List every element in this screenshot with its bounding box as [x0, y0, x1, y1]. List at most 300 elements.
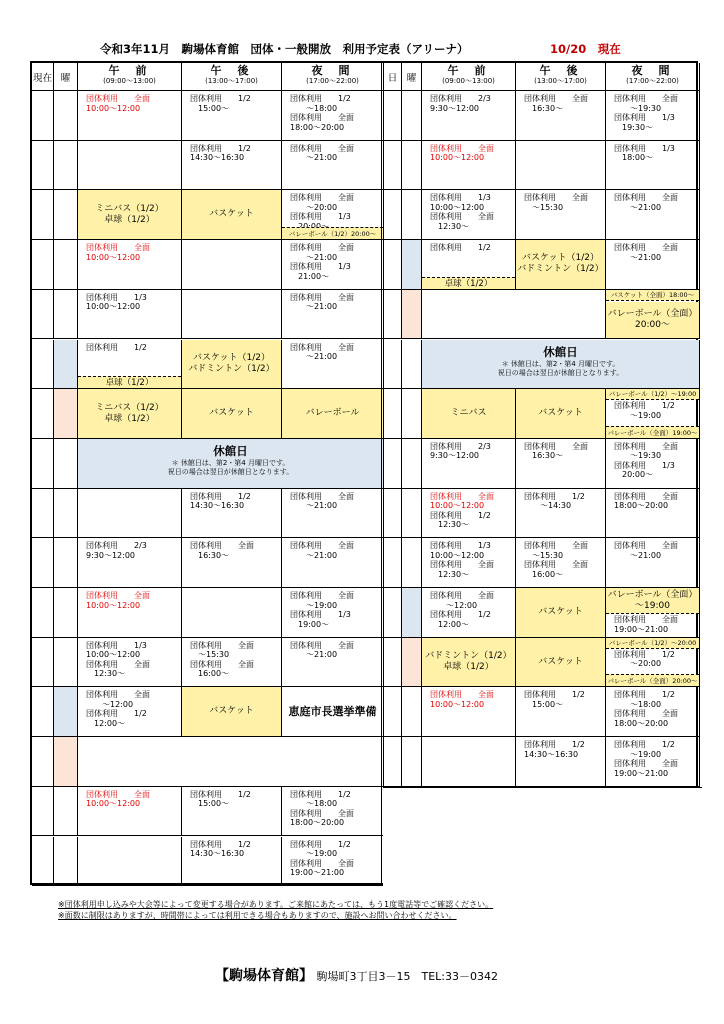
slot-line: 団体利用 全面	[190, 640, 254, 650]
slot-line: 団体利用 1/3	[614, 113, 675, 122]
slot-line: 団体利用 全面	[614, 94, 678, 103]
slot-morning	[78, 91, 182, 141]
slot-fill-text: バスケット	[538, 606, 583, 617]
slot-line: 10:00～12:00	[86, 302, 141, 312]
slot-line: 団体利用 全面	[290, 858, 354, 868]
slot-line: 団体利用 1/2	[430, 610, 491, 619]
day-number	[32, 737, 54, 787]
slot-morning	[422, 538, 516, 588]
slot-afternoon	[516, 439, 606, 489]
weekday	[402, 737, 422, 787]
slot-line: 団体利用 1/3	[290, 262, 351, 272]
slot-evening	[282, 787, 384, 837]
closed-note: ＊ 休館日は、第2・第4 月曜日です。 祝日の場合は翌日が休館日となります。	[497, 359, 624, 377]
weekday	[54, 737, 78, 787]
slot-line: ～19:00	[614, 410, 662, 420]
slot-afternoon	[516, 141, 606, 191]
weekday	[402, 687, 422, 737]
slot-fill-text: バレーボール（全面） 20:00～	[606, 302, 699, 339]
slot-morning	[422, 190, 516, 240]
day-number	[32, 389, 54, 439]
slot-morning	[78, 340, 182, 390]
slot-evening	[282, 340, 384, 390]
day-number	[32, 141, 54, 191]
day-number	[32, 91, 54, 141]
note-1: ※団体利用申し込みや大会等によって変更する場合があります。ご来館にあたっては、もう1度電話等でご確認ください。	[58, 900, 494, 909]
weekday	[54, 687, 78, 737]
weekday	[402, 190, 422, 240]
slot-morning	[422, 389, 516, 439]
closed-title: 休館日	[543, 344, 578, 359]
day-number	[32, 439, 54, 489]
header-ev-r	[606, 63, 700, 91]
slot-evening	[606, 290, 700, 340]
slot-line: 団体利用 1/2	[524, 690, 585, 700]
slot-fill-text: バスケット	[209, 706, 254, 717]
weekday	[54, 340, 78, 390]
weekday	[54, 638, 78, 688]
slot-line: 団体利用 全面	[430, 560, 494, 570]
slot-line: 19:00～	[290, 619, 330, 629]
header-col_wd-l	[54, 63, 78, 91]
slot-line: 12:30～	[430, 569, 470, 579]
slot-line: 団体利用 全面	[430, 212, 494, 222]
slot-line: ～21:00	[290, 153, 338, 163]
slot-evening	[606, 91, 700, 141]
day-number	[32, 290, 54, 340]
slot-morning	[78, 538, 182, 588]
schedule-table	[30, 61, 698, 885]
slot-fill-text: バレーボール（全面） ～19:00	[606, 588, 699, 614]
day-number	[32, 787, 54, 837]
slot-bottom-band: 卓球（1/2）	[78, 376, 181, 388]
slot-line: 12:30～	[430, 520, 470, 530]
slot-line: 団体利用 全面	[524, 560, 588, 570]
slot-line: ～20:00	[614, 659, 662, 669]
slot-morning	[422, 240, 516, 290]
slot-line: 15:00～	[190, 103, 230, 113]
day-number	[384, 141, 402, 191]
slot-bottom-band: 卓球（1/2）	[422, 277, 515, 289]
slot-line: 団体利用 1/2	[190, 143, 251, 153]
slot-afternoon	[182, 687, 282, 737]
day-number	[384, 240, 402, 290]
slot-line: 10:00～12:00	[86, 650, 141, 660]
header-am-l	[78, 63, 182, 91]
header-pm-r	[516, 63, 606, 91]
slot-line: ～19:00	[290, 600, 338, 610]
merged-event	[422, 290, 606, 340]
table-divider	[381, 63, 384, 883]
header-time: (13:00～17:00)	[534, 77, 587, 85]
slot-line: 団体利用 全面	[290, 491, 354, 501]
day-number	[32, 687, 54, 737]
slot-line: 10:00～12:00	[430, 202, 485, 212]
header-label: 夜間	[311, 64, 366, 77]
weekday	[402, 240, 422, 290]
slot-afternoon	[516, 737, 606, 787]
slot-afternoon	[182, 638, 282, 688]
header-label: 曜	[60, 72, 71, 84]
weekday	[402, 588, 422, 638]
day-number	[384, 687, 402, 737]
slot-fill-text: バスケット	[209, 408, 254, 419]
page-title: 令和3年11月 駒場体育館 団体・一般開放 利用予定表（アリーナ）	[100, 42, 469, 56]
slot-line: 14:30～16:30	[190, 501, 245, 511]
closed-day	[422, 340, 700, 390]
slot-line: 団体利用 2/3	[430, 94, 491, 103]
slot-evening	[606, 240, 700, 290]
empty-area	[383, 787, 702, 889]
slot-line: ～21:00	[614, 202, 662, 212]
slot-line: 12:30～	[86, 669, 126, 679]
slot-line: 18:00～20:00	[614, 718, 669, 728]
day-number	[32, 340, 54, 390]
header-time: (13:00～17:00)	[205, 77, 258, 85]
slot-evening	[282, 141, 384, 191]
slot-line: ～15:30	[524, 202, 564, 212]
slot-morning	[78, 290, 182, 340]
weekday	[54, 538, 78, 588]
header-time: (17:00～22:00)	[306, 77, 359, 85]
slot-line: ～14:30	[524, 501, 572, 511]
slot-fill-text: ミニバス（1/2） 卓球（1/2）	[95, 203, 164, 225]
slot-line: 団体利用 全面	[430, 690, 494, 700]
slot-evening	[282, 190, 384, 240]
closed-title: 休館日	[213, 443, 248, 458]
day-number	[384, 638, 402, 688]
slot-line: 団体利用 全面	[290, 640, 354, 650]
slot-line: 12:30～	[430, 221, 470, 231]
slot-line: 団体利用 1/2	[190, 839, 251, 849]
slot-line: ～19:30	[614, 451, 662, 461]
slot-line: ～21:00	[290, 650, 338, 660]
slot-fill-text: ミニバス（1/2） 卓球（1/2）	[95, 402, 164, 424]
slot-line: 9:30～12:00	[430, 103, 480, 113]
footer	[215, 965, 498, 985]
slot-line: 10:00～12:00	[86, 252, 141, 262]
slot-line: ～20:00	[290, 202, 338, 212]
slot-line: 団体利用 全面	[614, 759, 678, 769]
slot-line: 16:30～	[524, 103, 564, 113]
slot-line: ～21:00	[614, 252, 662, 262]
slot-line: 団体利用 全面	[430, 491, 494, 501]
slot-line: 団体利用 全面	[614, 615, 678, 624]
slot-top-band: バスケット（全面）18:00～	[606, 290, 699, 301]
weekday	[54, 588, 78, 638]
slot-line: 団体利用 2/3	[430, 441, 491, 451]
slot-line: 15:00～	[524, 699, 564, 709]
day-number	[384, 190, 402, 240]
weekday	[402, 389, 422, 439]
merged-event	[78, 737, 384, 787]
slot-morning	[78, 638, 182, 688]
slot-fill-text: バスケット	[209, 209, 254, 220]
facility-address: 駒場町3丁目3－15 TEL:33－0342	[316, 970, 498, 983]
slot-fill-text: バスケット	[538, 656, 583, 667]
slot-line: 14:30～16:30	[190, 849, 245, 858]
slot-line: 16:30～	[524, 451, 564, 461]
slot-line: 10:00～12:00	[430, 501, 485, 511]
slot-afternoon	[182, 240, 282, 290]
slot-line: 団体利用 全面	[86, 243, 150, 253]
slot-line: ～18:00	[290, 103, 338, 113]
header-pm-l	[182, 63, 282, 91]
slot-fill-text: バスケット	[538, 408, 583, 419]
slot-morning	[422, 687, 516, 737]
slot-line: 10:00～12:00	[430, 153, 485, 163]
weekday	[54, 489, 78, 539]
slot-line: 団体利用 全面	[290, 292, 354, 302]
slot-line: 団体利用 1/2	[524, 491, 585, 501]
closed-day	[78, 439, 384, 489]
header-am-r	[422, 63, 516, 91]
day-number	[384, 439, 402, 489]
slot-line: 団体利用 1/3	[614, 460, 675, 470]
slot-line: 団体利用 1/3	[290, 212, 351, 222]
notes	[58, 899, 493, 921]
slot-line: 10:00～12:00	[86, 600, 141, 610]
slot-line: 団体利用 1/2	[614, 690, 675, 700]
slot-line: 19:00～21:00	[290, 868, 345, 877]
slot-line: 団体利用 全面	[290, 541, 354, 551]
slot-line: 18:00～20:00	[614, 501, 669, 511]
day-number	[32, 837, 54, 887]
day-number	[32, 638, 54, 688]
slot-line: 団体利用 1/2	[86, 342, 147, 352]
slot-line: 団体利用 1/2	[614, 649, 675, 659]
slot-afternoon	[182, 190, 282, 240]
slot-line: 団体利用 1/2	[190, 94, 251, 103]
header-time: (17:00～22:00)	[626, 77, 679, 85]
slot-evening	[606, 588, 700, 638]
slot-line: 14:30～16:30	[524, 749, 579, 759]
slot-line: 団体利用 全面	[430, 143, 494, 153]
slot-morning	[78, 190, 182, 240]
slot-line: 団体利用 1/3	[86, 292, 147, 302]
slot-fill-text: 恵庭市長選挙準備	[288, 705, 377, 719]
slot-evening	[282, 687, 384, 737]
weekday	[54, 190, 78, 240]
header-time: (09:00～13:00)	[103, 77, 156, 85]
slot-line: 団体利用 全面	[86, 591, 150, 600]
slot-line: 団体利用 全面	[86, 690, 150, 700]
slot-afternoon	[182, 141, 282, 191]
slot-line: 団体利用 1/2	[614, 740, 675, 750]
day-number	[384, 588, 402, 638]
weekday	[54, 837, 78, 887]
slot-bottom-band: バレーボール（全面）20:00～	[606, 674, 699, 686]
header-ev-l	[282, 63, 384, 91]
slot-line: 団体利用 1/3	[430, 193, 491, 203]
slot-line: 19:00～21:00	[614, 624, 669, 634]
slot-evening	[282, 389, 384, 439]
slot-line: 団体利用 全面	[290, 113, 354, 122]
slot-line: 21:00～	[290, 271, 330, 281]
slot-evening	[606, 190, 700, 240]
weekday	[402, 340, 422, 390]
slot-line: ～15:30	[190, 650, 230, 660]
slot-evening	[282, 638, 384, 688]
slot-morning	[422, 737, 516, 787]
weekday	[54, 91, 78, 141]
slot-afternoon	[516, 538, 606, 588]
slot-line: 団体利用 全面	[86, 94, 150, 103]
slot-line: 18:00～20:00	[290, 818, 345, 828]
slot-line: 10:00～12:00	[86, 799, 141, 809]
slot-afternoon	[516, 240, 606, 290]
slot-line: 団体利用 全面	[614, 243, 678, 253]
weekday	[54, 389, 78, 439]
slot-line: 16:00～	[524, 569, 564, 579]
slot-line: 団体利用 全面	[190, 659, 254, 669]
slot-line: 団体利用 全面	[290, 342, 354, 352]
day-number	[32, 190, 54, 240]
slot-evening	[606, 687, 700, 737]
closed-note: ＊ 休館日は、第2・第4 月曜日です。 祝日の場合は翌日が休館日となります。	[167, 458, 294, 476]
header-label: 曜	[406, 72, 417, 84]
slot-line: 12:00～	[86, 718, 126, 728]
slot-line: 18:00～20:00	[290, 122, 345, 132]
weekday	[402, 638, 422, 688]
slot-evening	[606, 141, 700, 191]
header-col_day2-r	[384, 63, 402, 91]
slot-morning	[78, 588, 182, 638]
slot-line: 団体利用 1/2	[190, 491, 251, 501]
slot-evening	[606, 439, 700, 489]
slot-line: 団体利用 全面	[524, 94, 588, 103]
slot-morning	[78, 687, 182, 737]
slot-evening	[606, 389, 700, 439]
slot-line: 団体利用 全面	[290, 193, 354, 203]
slot-line: 団体利用 全面	[190, 541, 254, 551]
slot-line: ～21:00	[290, 501, 338, 511]
slot-afternoon	[182, 489, 282, 539]
slot-line: 9:30～12:00	[86, 550, 136, 560]
slot-afternoon	[516, 588, 606, 638]
slot-evening	[606, 737, 700, 787]
slot-evening	[282, 588, 384, 638]
slot-afternoon	[182, 837, 282, 887]
day-number	[384, 340, 402, 390]
slot-line: 団体利用 1/3	[290, 610, 351, 619]
slot-line: 9:30～12:00	[430, 451, 480, 461]
header-label: 午前	[447, 64, 502, 77]
day-number	[32, 489, 54, 539]
slot-line: 団体利用 全面	[290, 591, 354, 600]
slot-fill-text: ミニバス	[450, 408, 487, 419]
slot-afternoon	[182, 787, 282, 837]
slot-line: ～21:00	[290, 550, 338, 560]
slot-line: 団体利用 1/2	[290, 789, 351, 799]
slot-line: 団体利用 1/2	[430, 510, 491, 520]
slot-line: ～12:00	[430, 600, 478, 610]
slot-afternoon	[182, 389, 282, 439]
slot-line: ～19:00	[290, 849, 338, 858]
weekday	[54, 240, 78, 290]
slot-line: 19:30～	[614, 122, 654, 132]
slot-line: 団体利用 全面	[290, 243, 354, 253]
slot-morning	[78, 787, 182, 837]
header-label: 午後	[210, 64, 265, 77]
slot-line: 団体利用 全面	[524, 193, 588, 203]
slot-fill-text: バスケット（1/2） バドミントン（1/2）	[188, 352, 275, 374]
slot-morning	[422, 588, 516, 638]
slot-line: 団体利用 全面	[614, 541, 678, 551]
slot-line: ～19:30	[614, 103, 662, 113]
slot-line: 14:30～16:30	[190, 153, 245, 163]
slot-evening	[282, 837, 384, 887]
slot-line: 団体利用 全面	[430, 591, 494, 600]
slot-line: 19:00～21:00	[614, 768, 669, 778]
slot-morning	[422, 638, 516, 688]
slot-morning	[78, 489, 182, 539]
slot-line: 団体利用 全面	[614, 709, 678, 719]
slot-fill-text: バレーボール	[305, 408, 360, 419]
slot-fill-text: バドミントン（1/2） 卓球（1/2）	[425, 651, 512, 673]
slot-line: ～21:00	[290, 352, 338, 361]
slot-afternoon	[182, 91, 282, 141]
header-label: 現在	[32, 72, 52, 84]
slot-line: 団体利用 1/3	[430, 541, 491, 551]
slot-top-band: バレーボール（1/2）～19:00	[606, 389, 699, 400]
slot-line: ～18:00	[614, 699, 662, 709]
header-col_wd2-r	[402, 63, 422, 91]
slot-line: 20:00～	[614, 470, 654, 480]
day-number	[384, 389, 402, 439]
slot-line: ～12:00	[86, 699, 134, 709]
slot-line: 団体利用 全面	[290, 808, 354, 818]
slot-evening	[606, 638, 700, 688]
slot-line: 団体利用 全面	[86, 659, 150, 669]
as-of-date: 10/20 現在	[550, 42, 621, 56]
weekday	[402, 538, 422, 588]
slot-line: 団体利用 全面	[290, 143, 354, 153]
slot-afternoon	[182, 290, 282, 340]
day-number	[384, 538, 402, 588]
slot-line: 10:00～12:00	[430, 699, 485, 709]
weekday	[402, 489, 422, 539]
slot-line: 16:30～	[190, 550, 230, 560]
slot-fill-text: バスケット（1/2） バドミントン（1/2）	[517, 253, 604, 275]
slot-evening	[282, 290, 384, 340]
slot-line: 団体利用 全面	[614, 193, 678, 203]
slot-line: 団体利用 1/2	[524, 740, 585, 750]
slot-line: ～21:00	[290, 252, 338, 262]
day-number	[32, 538, 54, 588]
slot-line: 団体利用 全面	[614, 491, 678, 501]
slot-line: ～19:00	[614, 749, 662, 759]
slot-morning	[422, 439, 516, 489]
day-number	[384, 290, 402, 340]
slot-line: ～18:00	[290, 799, 338, 809]
slot-morning	[422, 489, 516, 539]
day-number	[384, 489, 402, 539]
slot-evening	[282, 240, 384, 290]
slot-line: 10:00～12:00	[86, 103, 141, 113]
slot-afternoon	[182, 340, 282, 390]
slot-morning	[78, 240, 182, 290]
slot-line: 16:00～	[190, 669, 230, 679]
slot-afternoon	[516, 489, 606, 539]
day-number	[384, 737, 402, 787]
slot-line: 団体利用 1/2	[190, 789, 251, 799]
weekday	[402, 290, 422, 340]
slot-evening	[282, 538, 384, 588]
weekday	[54, 141, 78, 191]
slot-line: 団体利用 1/2	[430, 243, 491, 253]
slot-morning	[78, 837, 182, 887]
